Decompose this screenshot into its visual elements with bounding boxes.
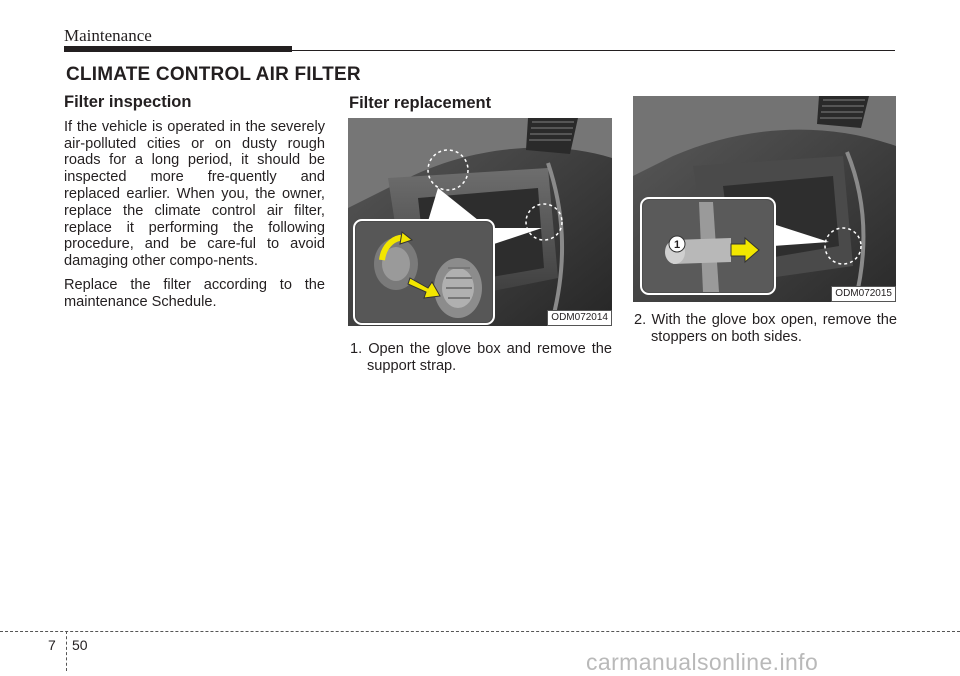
figure-code-label: ODM072014 bbox=[547, 310, 612, 326]
running-head: Maintenance bbox=[64, 26, 152, 45]
footer-rule bbox=[0, 631, 960, 632]
step-2-text bbox=[634, 312, 897, 353]
glove-box-strap-illustration bbox=[348, 118, 612, 326]
inspection-heading: Filter inspection bbox=[64, 93, 192, 111]
figure-glove-box-strap bbox=[348, 118, 612, 326]
watermark: carmanualsonline.info bbox=[586, 649, 819, 675]
step-1-text bbox=[350, 341, 612, 382]
page-number: 50 bbox=[72, 637, 88, 653]
replacement-heading: Filter replacement bbox=[349, 94, 492, 112]
inspection-paragraph-2: Replace the filter according to the maintenance Schedule. bbox=[64, 276, 325, 310]
inspection-column bbox=[64, 94, 325, 318]
step-1: 1. Open the glove box and remove the support strap. bbox=[350, 341, 612, 374]
inspection-paragraph: If the vehicle is operated in the severely air-polluted cities or on dusty rough roads for a long period, it should be inspected more fre-quently and replaced earlier. When you, the owner, replace the climate control air filter, replace it performing the following procedure, and be care-ful to avoid damaging other compo-nents. bbox=[64, 118, 325, 270]
figure-glove-box-stoppers bbox=[633, 96, 896, 302]
step-2: 2. With the glove box open, remove the stoppers on both sides. bbox=[634, 312, 897, 345]
glove-box-stoppers-illustration bbox=[633, 96, 896, 302]
callout-number: 1 bbox=[673, 239, 681, 251]
figure-code-label: ODM072015 bbox=[831, 286, 896, 302]
section-title: CLIMATE CONTROL AIR FILTER bbox=[66, 64, 361, 85]
footer-divider bbox=[66, 631, 67, 671]
chapter-number: 7 bbox=[48, 637, 56, 653]
header-bar bbox=[64, 46, 292, 52]
header-rule bbox=[292, 50, 895, 51]
